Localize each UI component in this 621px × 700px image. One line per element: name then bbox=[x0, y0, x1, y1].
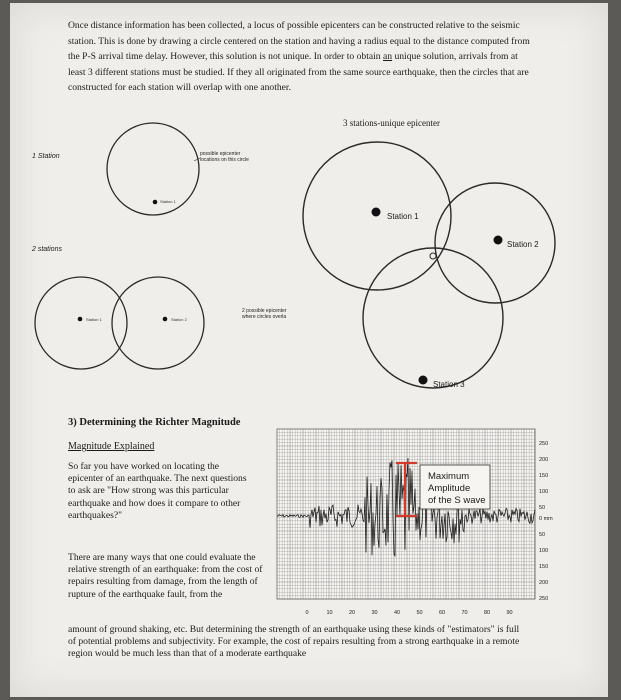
svg-text:Station 2: Station 2 bbox=[171, 317, 187, 322]
y-tick-label: 100 bbox=[539, 548, 549, 554]
annotation-line: of the S wave bbox=[428, 495, 486, 506]
y-zero-label: 0 mm bbox=[539, 516, 553, 522]
y-tick-label: 200 bbox=[539, 457, 549, 463]
x-tick-label: 30 bbox=[371, 610, 378, 616]
three-station1-label: Station 1 bbox=[387, 212, 419, 221]
y-tick-label: 150 bbox=[539, 564, 549, 570]
x-tick-label: 80 bbox=[483, 610, 491, 616]
x-tick-label: 10 bbox=[326, 610, 333, 616]
one-station-label: 1 Station bbox=[32, 153, 60, 160]
three-circle-station3 bbox=[363, 248, 503, 388]
y-tick-label: 250 bbox=[539, 441, 549, 447]
y-tick-label: 50 bbox=[539, 532, 546, 538]
x-tick-label: 60 bbox=[438, 610, 446, 616]
intro-paragraph: Once distance information has been collected, a locus of possible epicenters can be constructed relative to the seismic station. This is done by drawing a circle centered on the station and having a radius equal to the distance computed from the P-S arrival time delay. However, this solution is not unique. In order to obtain an unique solution, arrivals from at least 3 different stations must be studied. If they all originated from the same source earthquake, then the circles that are constructed for each station will overlap with one another. bbox=[68, 20, 530, 94]
x-tick-label: 40 bbox=[393, 610, 401, 616]
unique-epicenter-marker bbox=[430, 253, 436, 259]
seismogram bbox=[265, 423, 565, 619]
y-tick-label: 200 bbox=[539, 580, 549, 586]
y-tick-label: 250 bbox=[539, 596, 549, 602]
section3-para1: So far you have worked on locating the epicenter of an earthquake. The next questions to ask are "How strong was this particular earthquake and how does it compare to other earthquakes?" bbox=[68, 461, 247, 521]
section3-heading: 3) Determining the Richter Magnitude bbox=[68, 417, 241, 428]
y-tick-label: 100 bbox=[539, 489, 549, 495]
two-station-circle-a bbox=[35, 277, 127, 369]
three-station2-label: Station 2 bbox=[507, 240, 539, 249]
three-station3-label: Station 3 bbox=[433, 380, 465, 389]
section3-para2: There are many ways that one could evaluate the relative strength of an earthquake: from the cost of repairs resulting from damage, from the length of rupture of the earthquake fault, from the bbox=[68, 552, 263, 600]
y-tick-label: 50 bbox=[539, 505, 546, 511]
one-station-station-label: Station 1 bbox=[160, 199, 176, 204]
epicenter-diagrams bbox=[10, 3, 608, 423]
x-tick-label: 50 bbox=[416, 610, 423, 616]
possible-epicenter-label: possible epicenter locations on this circle bbox=[200, 151, 249, 163]
two-station-circle-b bbox=[112, 277, 204, 369]
svg-text:Station 1: Station 1 bbox=[86, 317, 102, 322]
section3-subheading: Magnitude Explained bbox=[68, 441, 155, 452]
x-tick-label: 0 bbox=[305, 610, 309, 616]
annotation-line: Amplitude bbox=[428, 483, 471, 494]
x-tick-label: 70 bbox=[461, 610, 468, 616]
annotation-line: Maximum bbox=[428, 471, 470, 482]
x-tick-label: 90 bbox=[506, 610, 513, 616]
section3-para3: amount of ground shaking, etc. But determining the strength of an earthquake using these kinds of "estimators" is full of potential problems and subjectivity. For example, the cost of repairs resulting from a strong earthquake in a remote region would be much less than that of a moderate earthquake bbox=[68, 624, 520, 660]
one-station-dot bbox=[153, 200, 158, 205]
two-stations-label: 2 stations bbox=[32, 246, 62, 253]
x-tick-label: 20 bbox=[348, 610, 356, 616]
y-tick-label: 150 bbox=[539, 473, 549, 479]
three-stations-title: 3 stations-unique epicenter bbox=[343, 118, 440, 128]
worksheet-page bbox=[10, 3, 608, 697]
two-possible-label: 2 possible epicenter where circles overla bbox=[242, 308, 287, 320]
